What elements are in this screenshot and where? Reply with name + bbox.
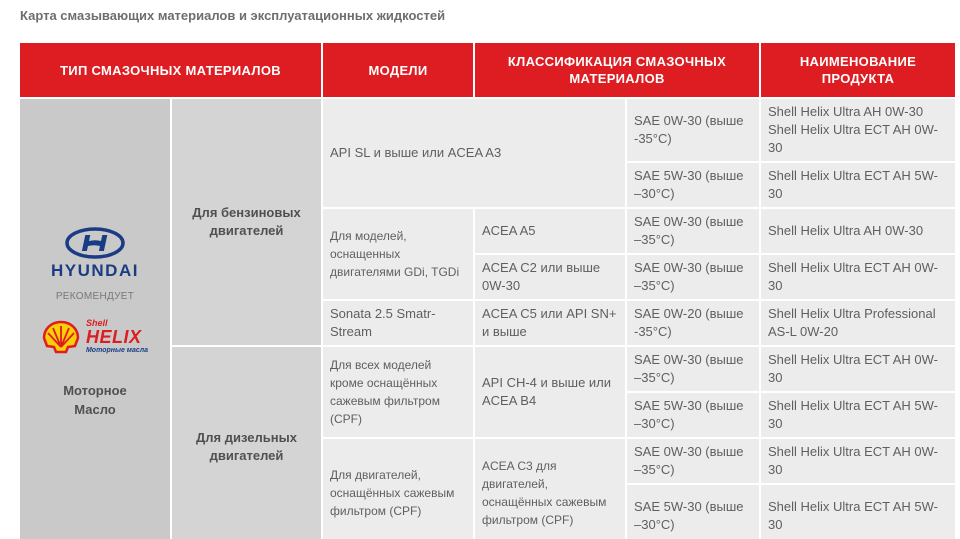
model-diesel-cpf: Для двигателей, оснащённых сажевым фильтром (CPF) [323,439,473,539]
page-title: Карта смазывающих материалов и эксплуатационных жидкостей [20,8,446,23]
header-models: МОДЕЛИ [323,43,473,97]
product-cell: Shell Helix Ultra ECT AH 5W-30 [761,163,955,207]
model-sonata: Sonata 2.5 Smatr-Stream [323,301,473,345]
sae-cell: SAE 5W-30 (выше –30°C) [627,163,759,207]
spec-cell: ACEA C5 или API SN+ и выше [475,301,625,345]
lubricant-type-label: Моторное Масло [63,383,127,417]
helix-subtitle: Моторные масла [85,347,149,354]
recommends-label: РЕКОМЕНДУЕТ [55,291,135,302]
header-type: ТИП СМАЗОЧНЫХ МАТЕРИАЛОВ [20,43,321,97]
group-diesel: Для дизельных двигателей [172,347,321,539]
sae-cell: SAE 0W-30 (выше -35°C) [627,99,759,161]
sae-cell: SAE 0W-30 (выше –35°C) [627,255,759,299]
spec-cell: ACEA C2 или выше 0W-30 [475,255,625,299]
product-cell: Shell Helix Ultra AH 0W-30 [761,209,955,253]
sae-cell: SAE 0W-20 (выше -35°C) [627,301,759,345]
sae-cell: SAE 5W-30 (выше –30°C) [627,485,759,539]
sae-cell: SAE 0W-30 (выше –35°C) [627,347,759,391]
group-petrol: Для бензиновых двигателей [172,99,321,345]
product-cell: Shell Helix Ultra Professional AS-L 0W-20 [761,301,955,345]
helix-shell-text: Shell [85,318,108,328]
header-classification: КЛАССИФИКАЦИЯ СМАЗОЧНЫХ МАТЕРИАЛОВ [475,43,759,97]
sae-cell: SAE 0W-30 (выше –35°C) [627,439,759,483]
spec-cell: ACEA C3 для двигателей, оснащённых сажевым фильтром (CPF) [475,439,625,539]
model-gdi: Для моделей, оснащенных двигателями GDi, TGDi [323,209,473,299]
spec-api-sl: API SL и выше или ACEA A3 [323,99,625,207]
sae-cell: SAE 5W-30 (выше –30°C) [627,393,759,437]
helix-wordmark: HELIX [85,327,142,347]
header-product: НАИМЕНОВАНИЕ ПРОДУКТА [761,43,955,97]
product-cell: Shell Helix Ultra ECT AH 5W-30 [761,485,955,539]
product-cell: Shell Helix Ultra AH 0W-30 Shell Helix Ultra ECT AH 0W-30 [761,99,955,161]
brand-cell [20,99,170,539]
hyundai-logo-icon [65,227,125,259]
helix-logo [86,318,148,355]
product-cell: Shell Helix Ultra ECT AH 0W-30 [761,347,955,391]
spec-cell: ACEA A5 [475,209,625,253]
product-cell: Shell Helix Ultra ECT AH 0W-30 [761,439,955,483]
model-diesel-non-cpf: Для всех моделей кроме оснащённых сажевым фильтром (CPF) [323,347,473,437]
spec-cell: API CH-4 и выше или ACEA B4 [475,347,625,437]
lubricants-table [20,43,945,539]
shell-logo-icon [42,320,80,354]
partner-logos [42,318,148,355]
hyundai-wordmark: HYUNDAI [51,261,139,280]
product-cell: Shell Helix Ultra ECT AH 0W-30 [761,255,955,299]
sae-cell: SAE 0W-30 (выше –35°C) [627,209,759,253]
product-cell: Shell Helix Ultra ECT AH 5W-30 [761,393,955,437]
